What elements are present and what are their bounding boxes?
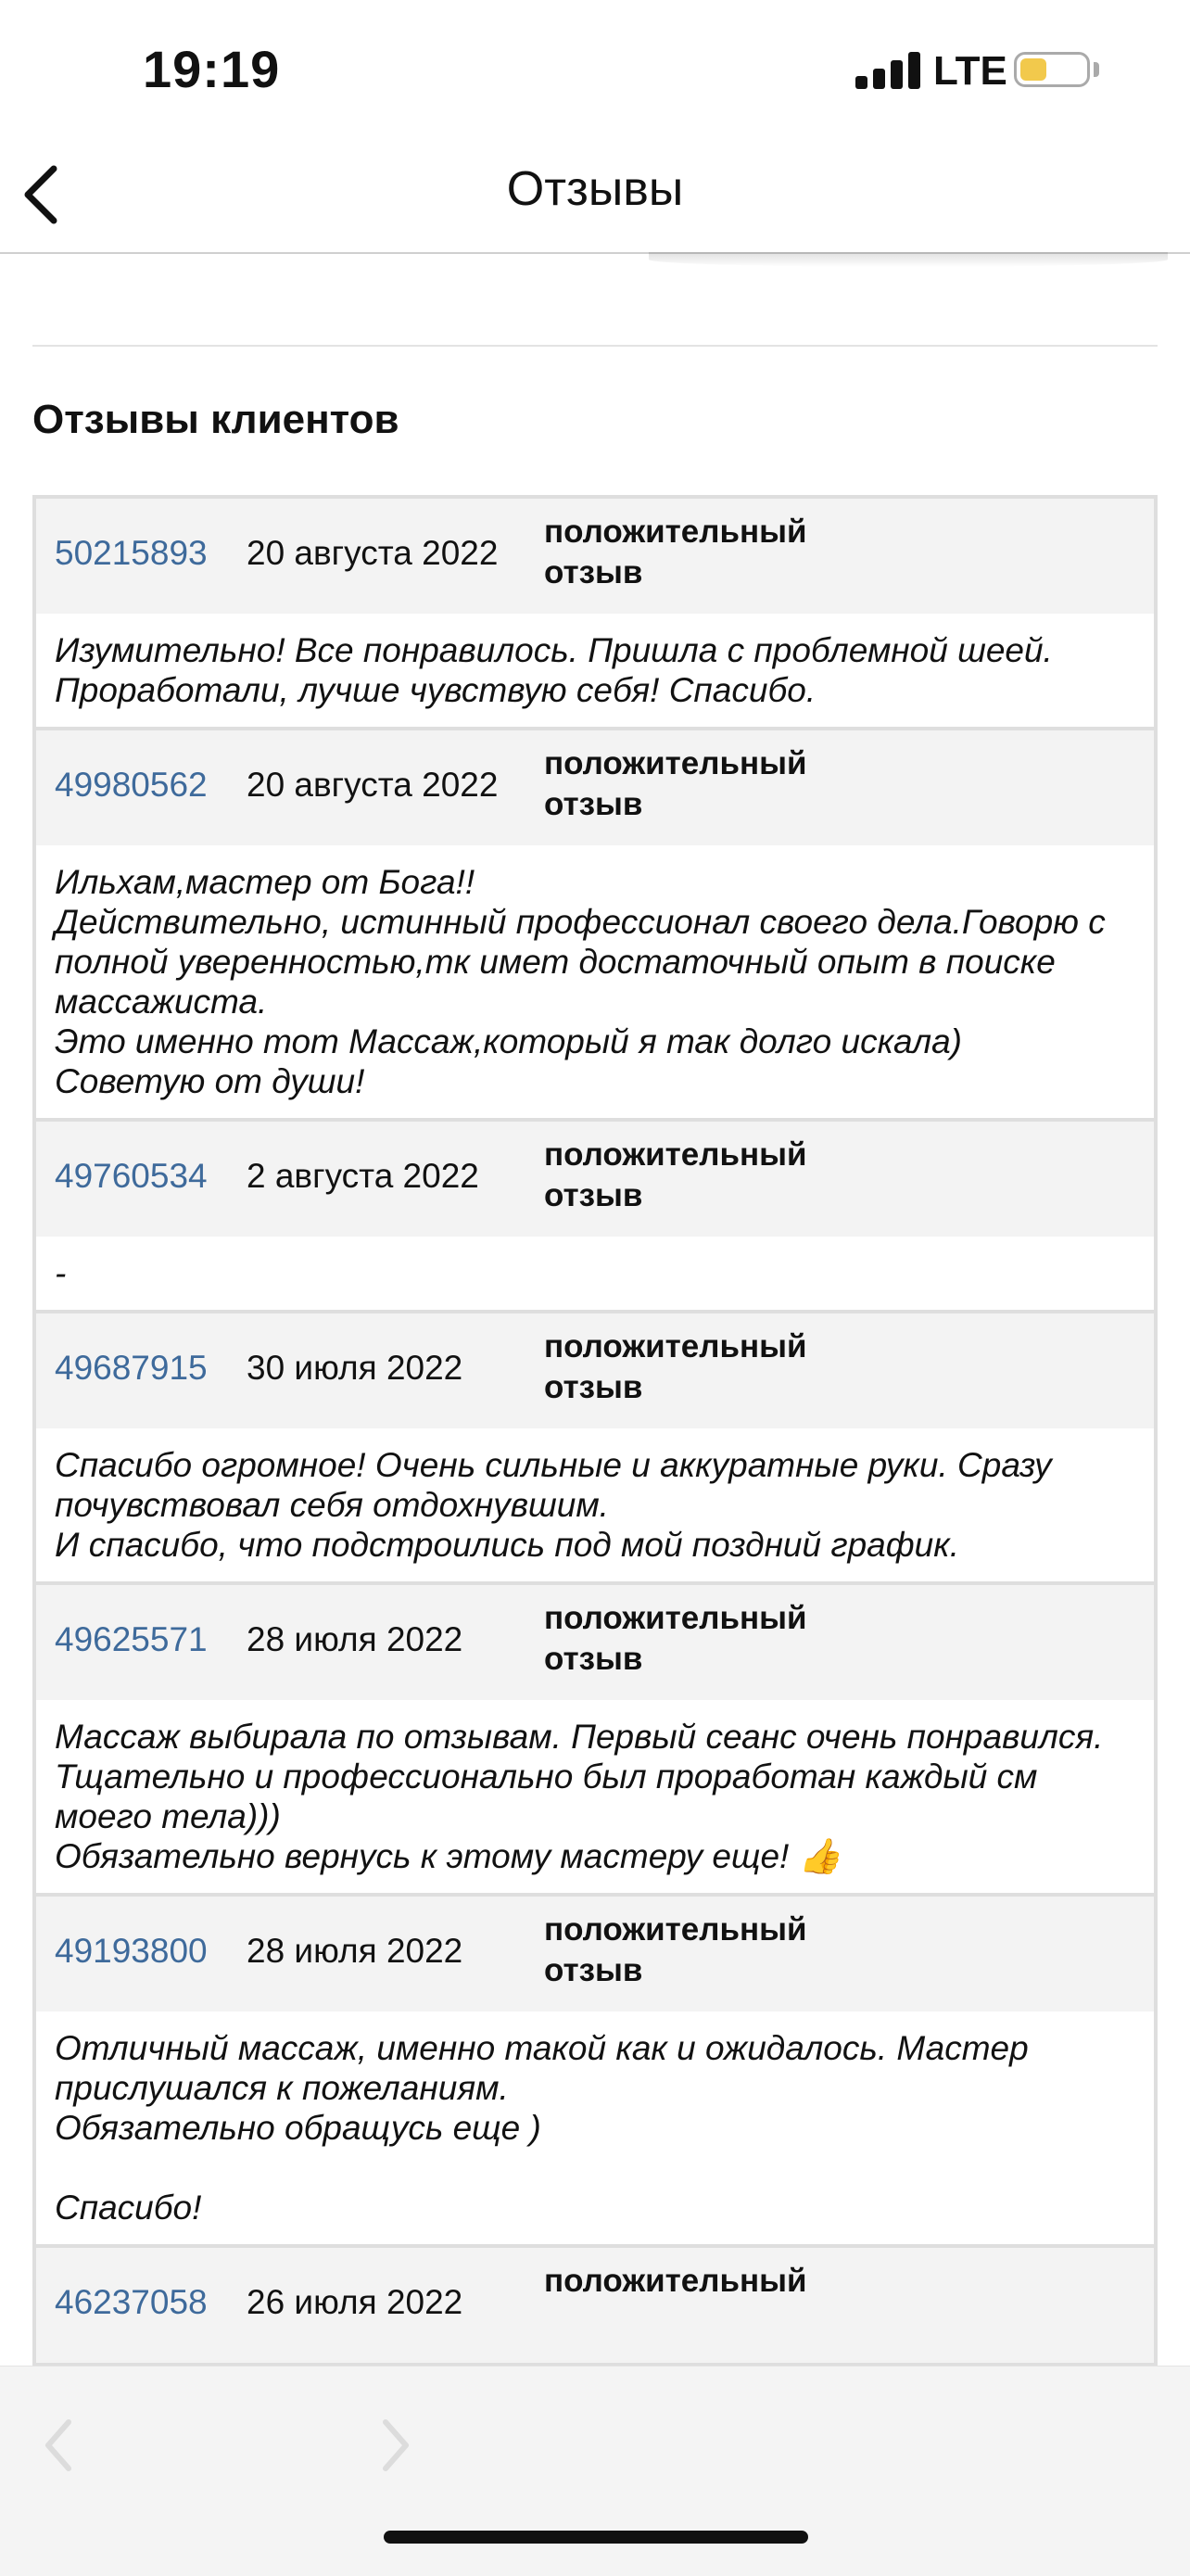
review-date: 28 июля 2022 <box>247 1932 463 1970</box>
review-type: положительный отзыв <box>544 1600 807 1677</box>
home-indicator[interactable] <box>384 2531 808 2544</box>
review-header <box>36 1313 1154 1428</box>
review-id-link[interactable]: 49625571 <box>55 1620 208 1658</box>
chevron-right-icon <box>371 2413 417 2478</box>
review-item <box>32 495 1158 727</box>
section-title: Отзывы клиентов <box>32 397 399 442</box>
nav-bar <box>0 139 1190 254</box>
review-text: Отличный массаж, именно такой как и ожидалось. Мастер прислушался к пожеланиям. Обязательно обращусь еще ) Спасибо! <box>36 2011 1154 2244</box>
review-header <box>36 1585 1154 1700</box>
review-text: Спасибо огромное! Очень сильные и аккуратные руки. Сразу почувствовал себя отдохнувшим. И спасибо, что подстроились под мой поздний график. <box>36 1428 1154 1581</box>
review-header <box>36 730 1154 845</box>
nav-shadow <box>649 252 1168 267</box>
status-bar <box>0 0 1190 139</box>
review-date: 20 августа 2022 <box>247 534 499 572</box>
review-header <box>36 1897 1154 2011</box>
review-date: 2 августа 2022 <box>247 1157 479 1195</box>
review-type: положительный отзыв <box>544 745 807 822</box>
browser-back-button[interactable] <box>37 2413 83 2478</box>
review-type: положительный отзыв <box>544 514 807 590</box>
review-text: - <box>36 1237 1154 1310</box>
battery-tip <box>1094 62 1099 77</box>
review-item <box>32 1581 1158 1893</box>
review-date: 26 июля 2022 <box>247 2283 463 2321</box>
reviews-table <box>32 495 1158 2367</box>
review-item <box>32 1893 1158 2244</box>
review-id-link[interactable]: 49980562 <box>55 766 208 804</box>
network-type: LTE <box>933 48 1007 94</box>
review-date: 28 июля 2022 <box>247 1620 463 1658</box>
battery-level <box>1020 58 1046 81</box>
review-item <box>32 727 1158 1118</box>
review-item <box>32 2244 1158 2367</box>
review-item <box>32 1310 1158 1581</box>
browser-forward-button[interactable] <box>371 2413 417 2478</box>
review-text: Изумительно! Все понравилось. Пришла с проблемной шеей. Проработали, лучше чувствую себя! Спасибо. <box>36 614 1154 727</box>
review-type: положительный отзыв <box>544 1136 807 1213</box>
review-type: положительный отзыв <box>544 1328 807 1405</box>
page-title: Отзывы <box>506 162 684 216</box>
signal-icon <box>855 52 920 89</box>
review-id-link[interactable]: 49687915 <box>55 1349 208 1387</box>
review-id-link[interactable]: 49760534 <box>55 1157 208 1195</box>
review-id-link[interactable]: 50215893 <box>55 534 208 572</box>
review-date: 20 августа 2022 <box>247 766 499 804</box>
bottom-toolbar <box>0 2366 1190 2576</box>
review-id-link[interactable]: 49193800 <box>55 1932 208 1970</box>
review-header <box>36 1122 1154 1237</box>
review-text: Массаж выбирала по отзывам. Первый сеанс очень понравился. Тщательно и профессионально был проработан каждый см моего тела))) Обязательно вернусь к этому мастеру еще! 👍 <box>36 1700 1154 1893</box>
review-type: положительный отзыв <box>544 1911 807 1988</box>
review-item <box>32 1118 1158 1310</box>
chevron-left-icon <box>37 2413 83 2478</box>
review-id-link[interactable]: 46237058 <box>55 2283 208 2321</box>
battery-icon <box>1014 52 1090 87</box>
review-header <box>36 2248 1154 2363</box>
review-type: положительный <box>544 2263 807 2299</box>
review-text: Ильхам,мастер от Бога!! Действительно, истинный профессионал своего дела.Говорю с полной уверенностью,тк имет достаточный опыт в поиске массажиста. Это именно тот Массаж,который я так долго искала) Советую от души! <box>36 845 1154 1118</box>
review-date: 30 июля 2022 <box>247 1349 463 1387</box>
status-time: 19:19 <box>143 40 281 98</box>
review-header <box>36 499 1154 614</box>
divider <box>32 345 1158 347</box>
